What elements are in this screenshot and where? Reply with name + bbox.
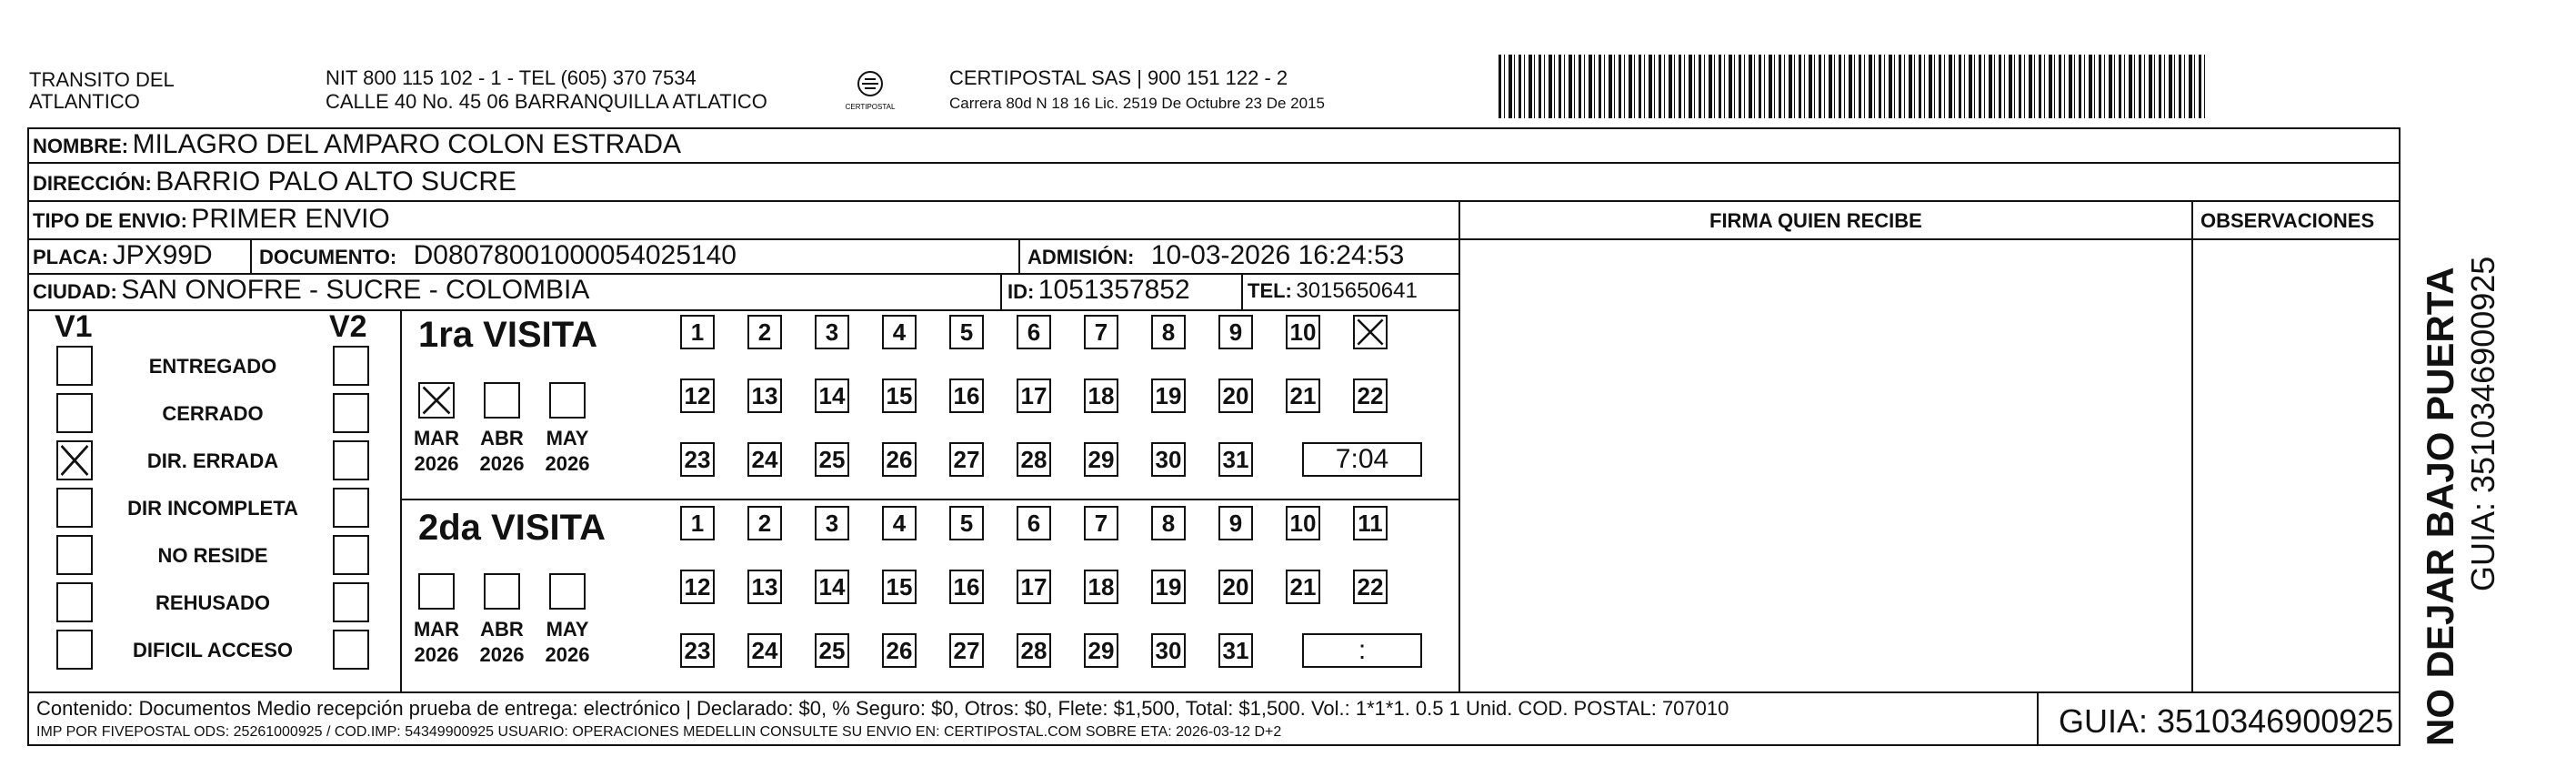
visit1-day-box[interactable]: 2 [747, 315, 782, 349]
visit2-day-box[interactable]: 31 [1218, 633, 1253, 668]
nombre-row [33, 129, 681, 160]
v2-checkbox-no-reside[interactable] [333, 535, 369, 575]
visit1-day-box[interactable]: 6 [1017, 315, 1051, 349]
visit2-day-box[interactable]: 22 [1353, 570, 1388, 604]
visit2-day-box[interactable]: 28 [1017, 633, 1051, 668]
tipo-row [33, 204, 390, 235]
visit2-day-box[interactable]: 24 [747, 633, 782, 668]
visit2-day-box[interactable]: 18 [1084, 570, 1118, 604]
v1-checkbox-dir-errada[interactable] [56, 440, 93, 480]
visit2-title: 2da VISITA [418, 508, 606, 548]
org-name: TRANSITO DEL ATLANTICO [29, 68, 175, 113]
status-label-dir-errada: DIR. ERRADA [146, 449, 279, 472]
nit-line: NIT 800 115 102 - 1 - TEL (605) 370 7534 [326, 66, 697, 89]
visit2-day-box[interactable]: 19 [1151, 570, 1186, 604]
v2-checkbox-rehusado[interactable] [333, 582, 369, 622]
v1-label: V1 [55, 309, 93, 344]
visit2-day-box[interactable]: 13 [747, 570, 782, 604]
guia-footer: GUIA: 3510346900925 [2059, 702, 2394, 740]
visit2-day-box[interactable]: 11 [1353, 506, 1388, 540]
visit1-day-box[interactable]: 3 [815, 315, 849, 349]
visit1-day-box[interactable]: 30 [1151, 442, 1186, 477]
visit2-day-box[interactable]: 30 [1151, 633, 1186, 668]
direccion-row [33, 166, 516, 197]
company-line: CERTIPOSTAL SAS | 900 151 122 - 2 [949, 66, 1288, 89]
certipostal-logo [845, 67, 896, 116]
visit1-day-box[interactable]: 28 [1017, 442, 1051, 477]
id-cell [1007, 275, 1190, 306]
v1-checkbox-cerrado[interactable] [56, 393, 93, 433]
firma-header: FIRMA QUIEN RECIBE [1709, 209, 1922, 232]
status-label-entregado: ENTREGADO [148, 355, 277, 378]
visit2-day-box[interactable]: 17 [1017, 570, 1051, 604]
id-label: ID: [1007, 280, 1035, 303]
visit1-day-box[interactable]: 22 [1353, 378, 1388, 413]
visit2-day-box[interactable]: 10 [1286, 506, 1320, 540]
tel-cell [1248, 278, 1418, 304]
visit1-title: 1ra VISITA [418, 315, 598, 355]
visit1-time-box[interactable]: 7:04 [1302, 442, 1422, 477]
v2-label: V2 [329, 309, 367, 344]
visit2-day-box[interactable]: 16 [949, 570, 984, 604]
visit2-day-box[interactable]: 14 [815, 570, 849, 604]
visit2-day-box[interactable]: 6 [1017, 506, 1051, 540]
observaciones-header: OBSERVACIONES [2200, 209, 2375, 232]
address-line: CALLE 40 No. 45 06 BARRANQUILLA ATLATICO [326, 90, 767, 113]
visit2-day-box[interactable]: 29 [1084, 633, 1118, 668]
visit2-day-box[interactable]: 26 [882, 633, 917, 668]
direccion-label: DIRECCIÓN: [33, 172, 152, 195]
visit1-day-box[interactable]: 25 [815, 442, 849, 477]
tel-label: TEL: [1248, 279, 1292, 302]
visit1-day-box[interactable] [1353, 315, 1388, 349]
visit1-month-label: MAY 2026 [545, 427, 590, 475]
admision-cell [1027, 240, 1404, 271]
visit2-day-box[interactable]: 8 [1151, 506, 1186, 540]
v2-checkbox-dificil-acceso[interactable] [333, 630, 369, 670]
documento-value: D08078001000054025140 [413, 240, 737, 270]
direccion-value: BARRIO PALO ALTO SUCRE [155, 166, 517, 197]
visit1-day-box[interactable]: 27 [949, 442, 984, 477]
visit1-day-box[interactable]: 23 [680, 442, 715, 477]
visit2-day-box[interactable]: 5 [949, 506, 984, 540]
visit2-day-box[interactable]: 25 [815, 633, 849, 668]
v1-checkbox-rehusado[interactable] [56, 582, 93, 622]
visit1-day-box[interactable]: 12 [680, 378, 715, 413]
visit2-day-box[interactable]: 3 [815, 506, 849, 540]
admision-label: ADMISIÓN: [1027, 246, 1135, 268]
visit2-day-box[interactable]: 12 [680, 570, 715, 604]
tipo-label: TIPO DE ENVIO: [33, 209, 187, 232]
visit2-day-box[interactable]: 27 [949, 633, 984, 668]
nombre-value: MILAGRO DEL AMPARO COLON ESTRADA [132, 129, 682, 159]
status-label-dificil-acceso: DIFICIL ACCESO [132, 639, 293, 661]
visit1-day-box[interactable]: 16 [949, 378, 984, 413]
placa-cell [33, 240, 213, 271]
status-label-dir-incompleta: DIR INCOMPLETA [127, 497, 298, 520]
visit1-day-box[interactable]: 5 [949, 315, 984, 349]
visit1-month-box-mar[interactable] [418, 382, 455, 419]
visit2-day-box[interactable]: 21 [1286, 570, 1320, 604]
visit2-month-box-may[interactable] [549, 573, 586, 610]
visit1-day-box[interactable]: 7 [1084, 315, 1118, 349]
license-line: Carrera 80d N 18 16 Lic. 2519 De Octubre 23 De 2015 [949, 95, 1325, 112]
visit1-month-box-abr[interactable] [484, 382, 520, 419]
v1-checkbox-no-reside[interactable] [56, 535, 93, 575]
svg-text:CERTIPOSTAL: CERTIPOSTAL [845, 103, 896, 111]
visit2-month-label: MAR 2026 [413, 618, 460, 666]
status-label-cerrado: CERRADO [162, 402, 264, 425]
visit1-day-box[interactable]: 9 [1218, 315, 1253, 349]
barcode [1498, 55, 2208, 118]
visit1-day-box[interactable]: 17 [1017, 378, 1051, 413]
documento-cell [259, 240, 737, 271]
visit1-day-box[interactable]: 18 [1084, 378, 1118, 413]
v2-checkbox-dir-errada[interactable] [333, 440, 369, 480]
visit1-month-label: MAR 2026 [413, 427, 460, 475]
visit2-month-label: MAY 2026 [545, 618, 590, 666]
tipo-value: PRIMER ENVIO [191, 204, 390, 234]
visit1-day-box[interactable]: 8 [1151, 315, 1186, 349]
documento-label: DOCUMENTO: [259, 246, 397, 268]
visit2-day-box[interactable]: 2 [747, 506, 782, 540]
visit1-day-box[interactable]: 24 [747, 442, 782, 477]
v2-checkbox-entregado[interactable] [333, 346, 369, 386]
side-guia: GUIA: 3510346900925 [2464, 256, 2501, 591]
visit2-day-box[interactable]: 23 [680, 633, 715, 668]
admision-value: 10-03-2026 16:24:53 [1150, 240, 1405, 270]
visit1-day-box[interactable]: 4 [882, 315, 917, 349]
status-label-rehusado: REHUSADO [155, 591, 270, 614]
visit2-month-box-mar[interactable] [418, 573, 455, 610]
status-label-no-reside: NO RESIDE [157, 544, 268, 567]
visit2-day-box[interactable]: 9 [1218, 506, 1253, 540]
nombre-label: NOMBRE: [33, 135, 129, 157]
visit2-day-box[interactable]: 20 [1218, 570, 1253, 604]
v1-checkbox-dir-incompleta[interactable] [56, 488, 93, 528]
visit1-day-box[interactable]: 29 [1084, 442, 1118, 477]
visit2-time-box[interactable]: : [1302, 633, 1422, 668]
id-value: 1051357852 [1037, 275, 1190, 305]
ciudad-value: SAN ONOFRE - SUCRE - COLOMBIA [121, 275, 590, 305]
imp-text: IMP POR FIVEPOSTAL ODS: 25261000925 / COD.IMP: 54349900925 USUARIO: OPERACIONES MEDELLIN CONSULTE SU ENVIO EN: CERTIPOSTAL.COM SOBRE ETA: 2026-03-12 D+2 [36, 724, 1282, 740]
ciudad-label: CIUDAD: [33, 280, 117, 303]
v1-checkbox-entregado[interactable] [56, 346, 93, 386]
visit1-day-box[interactable]: 20 [1218, 378, 1253, 413]
visit2-day-box[interactable]: 4 [882, 506, 917, 540]
placa-value: JPX99D [112, 240, 213, 270]
v1-checkbox-dificil-acceso[interactable] [56, 630, 93, 670]
visit1-day-box[interactable]: 15 [882, 378, 917, 413]
visit1-day-box[interactable]: 13 [747, 378, 782, 413]
v2-checkbox-cerrado[interactable] [333, 393, 369, 433]
side-warning: NO DEJAR BAJO PUERTA [2419, 267, 2461, 746]
visit1-month-box-may[interactable] [549, 382, 586, 419]
visit1-day-box[interactable]: 19 [1151, 378, 1186, 413]
visit1-day-box[interactable]: 21 [1286, 378, 1320, 413]
visit1-day-box[interactable]: 31 [1218, 442, 1253, 477]
placa-label: PLACA: [33, 246, 109, 268]
visit1-day-box[interactable]: 14 [815, 378, 849, 413]
visit2-day-box[interactable]: 15 [882, 570, 917, 604]
tel-value: 3015650641 [1296, 278, 1418, 303]
visit1-day-box[interactable]: 26 [882, 442, 917, 477]
visit2-day-box[interactable]: 7 [1084, 506, 1118, 540]
visit1-day-box[interactable]: 1 [680, 315, 715, 349]
visit1-month-label: ABR 2026 [479, 427, 525, 475]
visit1-day-box[interactable]: 10 [1286, 315, 1320, 349]
visit2-month-label: ABR 2026 [479, 618, 525, 666]
v2-checkbox-dir-incompleta[interactable] [333, 488, 369, 528]
visit2-day-box[interactable]: 1 [680, 506, 715, 540]
contenido-text: Contenido: Documentos Medio recepción prueba de entrega: electrónico | Declarado: $0, % Seguro: $0, Otros: $0, Flete: $1,500, Total: $1,500. Vol.: 1*1*1. 0.5 1 Unid. COD. POSTAL: 707010 [36, 697, 1729, 720]
ciudad-cell [33, 275, 589, 306]
visit2-month-box-abr[interactable] [484, 573, 520, 610]
